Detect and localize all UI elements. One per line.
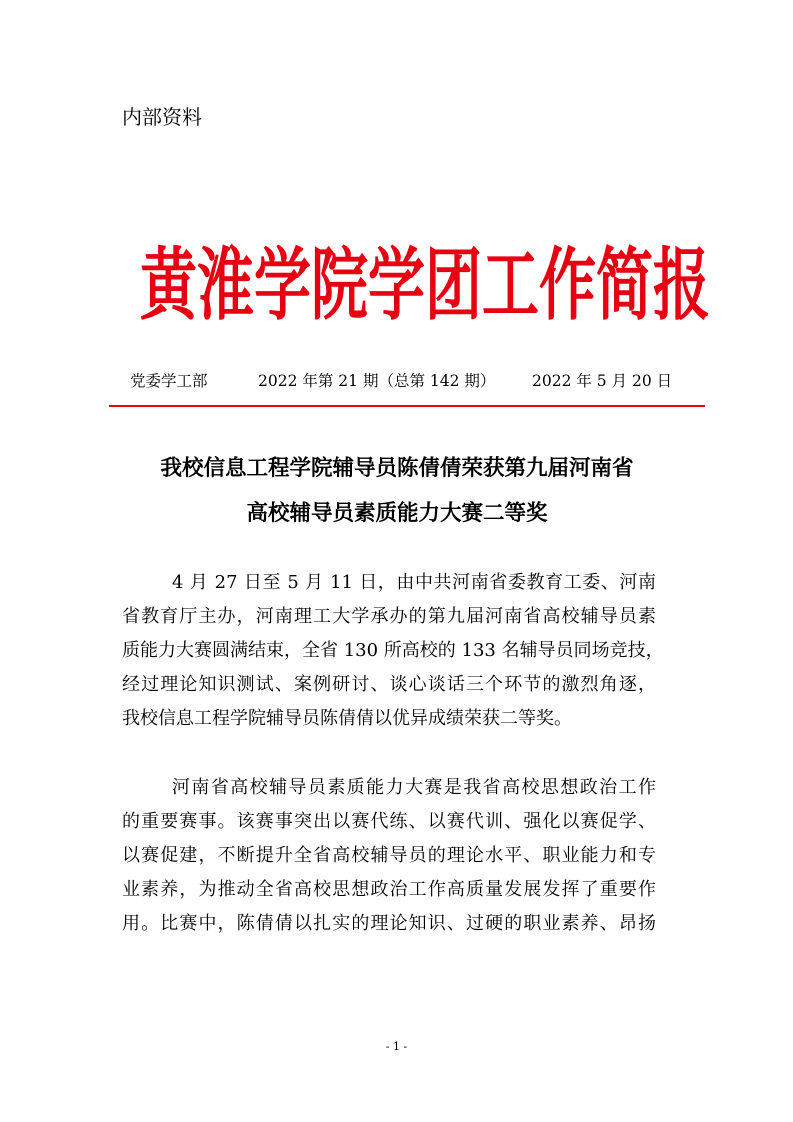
issue-number: 2022 年第 21 期（总第 142 期） xyxy=(258,372,496,390)
paragraph-line: 省教育厅主办，河南理工大学承办的第九届河南省高校辅导员素 xyxy=(122,606,656,627)
paragraph-line: 质能力大赛圆满结束，全省 130 所高校的 133 名辅导员同场竞技， xyxy=(122,640,664,661)
issue-date: 2022 年 5 月 20 日 xyxy=(532,372,673,390)
paragraph-line: 河南省高校辅导员素质能力大赛是我省高校思想政治工作 xyxy=(172,777,656,798)
masthead-title: 黄淮学院学团工作简报 xyxy=(140,239,710,332)
paragraph-line: 4 月 27 日至 5 月 11 日，由中共河南省委教育工委、河南 xyxy=(172,572,656,593)
article-paragraph xyxy=(122,771,656,941)
masthead-divider xyxy=(109,405,705,407)
article-paragraph xyxy=(122,566,664,736)
issue-info-line xyxy=(130,368,673,394)
paragraph-line: 的重要赛事。该赛事突出以赛代练、以赛代训、强化以赛促学、 xyxy=(122,811,656,832)
paragraph-line: 业素养，为推动全省高校思想政治工作高质量发展发挥了重要作 xyxy=(122,879,656,900)
article-title xyxy=(110,446,684,536)
paragraph-line: 以赛促建，不断提升全省高校辅导员的理论水平、职业能力和专 xyxy=(122,845,656,866)
paragraph-line: 经过理论知识测试、案例研讨、谈心谈话三个环节的激烈角逐， xyxy=(122,674,656,695)
internal-label: 内部资料 xyxy=(122,105,202,129)
paragraph-line: 用。比赛中，陈倩倩以扎实的理论知识、过硬的职业素养、昂扬 xyxy=(122,913,656,934)
paragraph-line: 我校信息工程学院辅导员陈倩倩以优异成绩荣获二等奖。 xyxy=(122,708,572,729)
page-number: - 1 - xyxy=(385,1040,408,1053)
article-title-line: 我校信息工程学院辅导员陈倩倩荣获第九届河南省 xyxy=(160,456,634,481)
issue-department: 党委学工部 xyxy=(130,372,208,390)
article-title-line: 高校辅导员素质能力大赛二等奖 xyxy=(246,501,548,526)
